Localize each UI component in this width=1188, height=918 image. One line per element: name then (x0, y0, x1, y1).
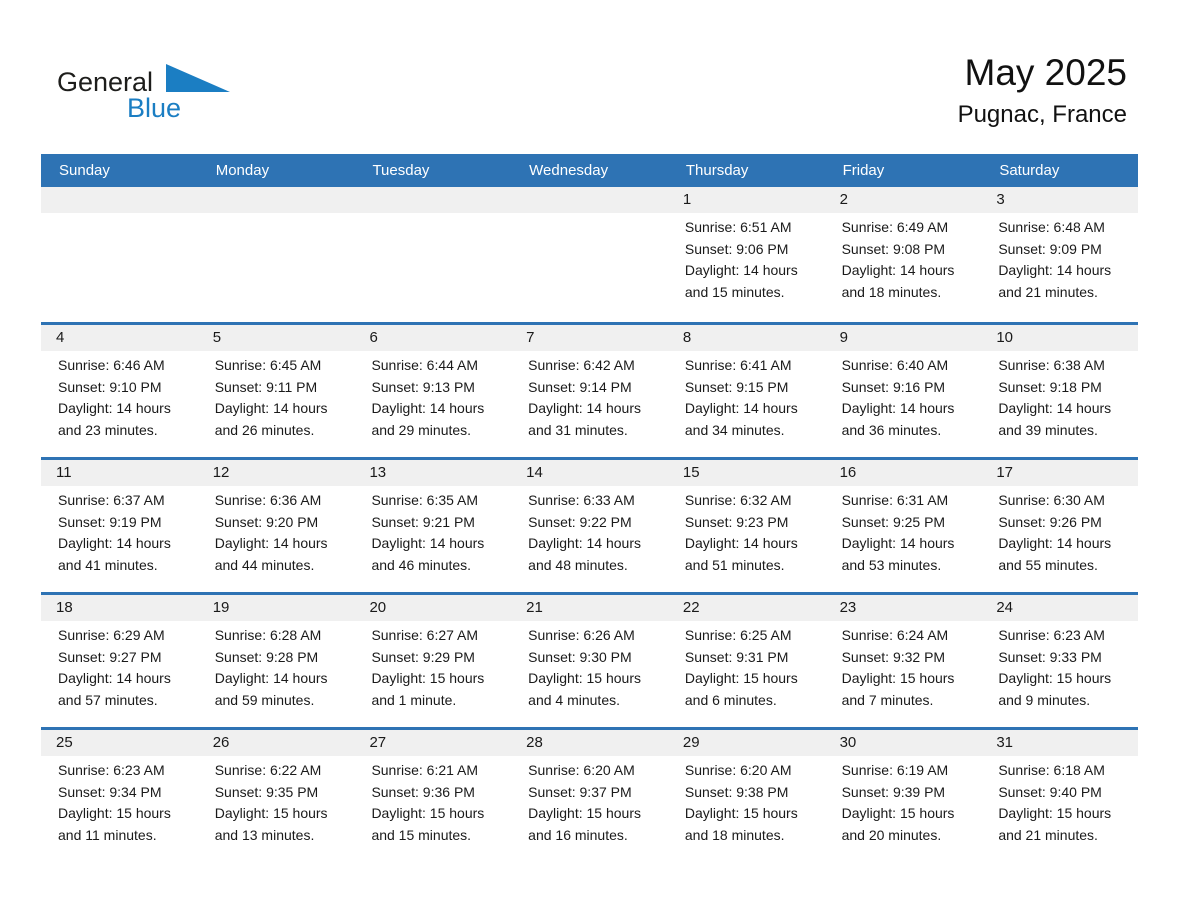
day-details (41, 486, 198, 576)
day-cell-19 (198, 595, 355, 727)
day-cell-20 (354, 595, 511, 727)
day-cell-22 (668, 595, 825, 727)
daylight-line-2: and 44 minutes. (214, 556, 315, 573)
daylight-line-1: Daylight: 14 hours (371, 535, 485, 551)
sunset-line: Sunset: 9:06 PM (684, 240, 789, 257)
day-number: 24 (981, 595, 1138, 621)
day-cell-25 (41, 730, 198, 862)
day-details (981, 756, 1138, 846)
day-number: 25 (41, 730, 198, 756)
daylight-line-1: Daylight: 14 hours (684, 262, 798, 278)
sunrise-line: Sunrise: 6:38 AM (998, 357, 1105, 373)
sunrise-line: Sunrise: 6:23 AM (998, 627, 1105, 643)
daylight-line-1: Daylight: 14 hours (841, 262, 955, 278)
day-cell-27 (354, 730, 511, 862)
day-details (511, 621, 668, 711)
daylight-line-2: and 21 minutes. (998, 283, 1098, 300)
daylight-line-1: Daylight: 15 hours (998, 670, 1112, 686)
day-cell-16 (825, 460, 982, 592)
sunrise-line: Sunrise: 6:21 AM (371, 762, 479, 778)
daylight-line-1: Daylight: 14 hours (841, 400, 955, 416)
day-details (41, 621, 198, 711)
day-details (981, 486, 1138, 576)
day-details (825, 213, 982, 303)
sunset-line: Sunset: 9:27 PM (58, 648, 162, 665)
sunset-line: Sunset: 9:20 PM (214, 513, 319, 530)
sunrise-line: Sunrise: 6:22 AM (214, 762, 322, 778)
day-number: 8 (668, 325, 825, 351)
week-row (41, 592, 1138, 727)
daylight-line-1: Daylight: 14 hours (58, 670, 171, 686)
sunrise-line: Sunrise: 6:19 AM (841, 762, 949, 778)
day-cell-8 (668, 325, 825, 457)
day-details (198, 621, 355, 711)
day-cell-29 (668, 730, 825, 862)
day-cell-empty (354, 187, 511, 322)
day-number: 22 (668, 595, 825, 621)
daylight-line-2: and 39 minutes. (998, 421, 1098, 438)
sunset-line: Sunset: 9:13 PM (371, 378, 475, 395)
sunset-line: Sunset: 9:28 PM (214, 648, 319, 665)
day-cell-21 (511, 595, 668, 727)
sunset-line: Sunset: 9:10 PM (58, 378, 162, 395)
daylight-line-1: Daylight: 14 hours (998, 400, 1112, 416)
weekday-header-row (41, 154, 1138, 187)
sunrise-line: Sunrise: 6:37 AM (58, 492, 165, 508)
sunrise-line: Sunrise: 6:49 AM (841, 219, 949, 235)
daylight-line-1: Daylight: 14 hours (58, 400, 171, 416)
day-number: 9 (825, 325, 982, 351)
daylight-line-1: Daylight: 14 hours (58, 535, 171, 551)
day-number: 1 (668, 187, 825, 213)
day-details (825, 351, 982, 441)
sunset-line: Sunset: 9:38 PM (684, 783, 789, 800)
day-number: 14 (511, 460, 668, 486)
day-number: 2 (825, 187, 982, 213)
day-details (668, 486, 825, 576)
daylight-line-2: and 7 minutes. (841, 691, 934, 708)
daylight-line-2: and 20 minutes. (841, 826, 942, 843)
sunset-line: Sunset: 9:36 PM (371, 783, 475, 800)
daylight-line-1: Daylight: 15 hours (528, 805, 641, 821)
day-cell-24 (981, 595, 1138, 727)
sunrise-line: Sunrise: 6:25 AM (684, 627, 792, 643)
day-number: 3 (981, 187, 1138, 213)
location-subtitle: Pugnac, France (957, 101, 1127, 128)
weekday-saturday: Saturday (999, 162, 1060, 179)
day-details (354, 756, 511, 846)
day-details (41, 756, 198, 846)
daylight-line-2: and 29 minutes. (371, 421, 472, 438)
daylight-line-1: Daylight: 14 hours (684, 400, 798, 416)
sunset-line: Sunset: 9:22 PM (528, 513, 632, 530)
daylight-line-1: Daylight: 15 hours (58, 805, 171, 821)
sunset-line: Sunset: 9:29 PM (371, 648, 475, 665)
daylight-line-2: and 53 minutes. (841, 556, 942, 573)
day-details (668, 351, 825, 441)
day-number (198, 187, 355, 213)
logo-word-blue: Blue (127, 93, 182, 123)
daylight-line-2: and 34 minutes. (684, 421, 785, 438)
day-details (981, 621, 1138, 711)
daylight-line-1: Daylight: 15 hours (371, 805, 485, 821)
daylight-line-2: and 26 minutes. (214, 421, 315, 438)
day-cell-13 (354, 460, 511, 592)
daylight-line-2: and 15 minutes. (371, 826, 472, 843)
sunset-line: Sunset: 9:35 PM (214, 783, 319, 800)
sunrise-line: Sunrise: 6:20 AM (528, 762, 635, 778)
week-row (41, 187, 1138, 322)
daylight-line-2: and 9 minutes. (998, 691, 1091, 708)
sunset-line: Sunset: 9:25 PM (841, 513, 946, 530)
day-details (198, 486, 355, 576)
daylight-line-2: and 55 minutes. (998, 556, 1098, 573)
sunrise-line: Sunrise: 6:42 AM (528, 357, 635, 373)
weekday-wednesday: Wednesday (529, 162, 609, 179)
day-details (511, 351, 668, 441)
day-cell-14 (511, 460, 668, 592)
day-cell-11 (41, 460, 198, 592)
daylight-line-1: Daylight: 14 hours (214, 535, 328, 551)
day-cell-12 (198, 460, 355, 592)
day-number: 16 (825, 460, 982, 486)
daylight-line-2: and 1 minute. (371, 691, 457, 708)
day-number: 15 (668, 460, 825, 486)
day-cell-3 (981, 187, 1138, 322)
daylight-line-1: Daylight: 15 hours (998, 805, 1112, 821)
general-blue-logo (57, 64, 277, 144)
sunrise-line: Sunrise: 6:20 AM (684, 762, 792, 778)
day-details (825, 756, 982, 846)
daylight-line-1: Daylight: 14 hours (684, 535, 798, 551)
sunrise-line: Sunrise: 6:45 AM (214, 357, 322, 373)
day-cell-5 (198, 325, 355, 457)
day-cell-17 (981, 460, 1138, 592)
sunset-line: Sunset: 9:37 PM (528, 783, 632, 800)
logo-word-general: General (57, 67, 154, 97)
sunrise-line: Sunrise: 6:31 AM (841, 492, 949, 508)
day-number: 30 (825, 730, 982, 756)
weekday-sunday: Sunday (59, 162, 110, 179)
week-row (41, 322, 1138, 457)
daylight-line-2: and 15 minutes. (684, 283, 785, 300)
daylight-line-1: Daylight: 14 hours (841, 535, 955, 551)
day-number: 18 (41, 595, 198, 621)
sunrise-line: Sunrise: 6:27 AM (371, 627, 479, 643)
daylight-line-1: Daylight: 15 hours (684, 670, 798, 686)
day-number: 23 (825, 595, 982, 621)
daylight-line-2: and 59 minutes. (214, 691, 315, 708)
day-cell-31 (981, 730, 1138, 862)
daylight-line-2: and 16 minutes. (528, 826, 628, 843)
sunset-line: Sunset: 9:16 PM (841, 378, 946, 395)
day-number: 28 (511, 730, 668, 756)
sunrise-line: Sunrise: 6:18 AM (998, 762, 1105, 778)
daylight-line-2: and 18 minutes. (684, 826, 785, 843)
sunrise-line: Sunrise: 6:41 AM (684, 357, 792, 373)
day-details (825, 621, 982, 711)
day-cell-1 (668, 187, 825, 322)
day-details (354, 486, 511, 576)
sunrise-line: Sunrise: 6:29 AM (58, 627, 165, 643)
day-details (511, 756, 668, 846)
sunrise-line: Sunrise: 6:36 AM (214, 492, 322, 508)
daylight-line-1: Daylight: 15 hours (214, 805, 328, 821)
weekday-monday: Monday (215, 162, 270, 179)
calendar-grid (41, 187, 1138, 862)
day-number: 29 (668, 730, 825, 756)
sunset-line: Sunset: 9:19 PM (58, 513, 162, 530)
logo-triangle-icon (166, 64, 230, 92)
day-number: 21 (511, 595, 668, 621)
daylight-line-2: and 13 minutes. (214, 826, 315, 843)
daylight-line-2: and 48 minutes. (528, 556, 628, 573)
day-cell-4 (41, 325, 198, 457)
daylight-line-2: and 11 minutes. (58, 826, 157, 843)
weekday-tuesday: Tuesday (372, 162, 430, 179)
day-cell-18 (41, 595, 198, 727)
sunrise-line: Sunrise: 6:51 AM (684, 219, 792, 235)
day-number: 20 (354, 595, 511, 621)
day-number: 6 (354, 325, 511, 351)
daylight-line-2: and 21 minutes. (998, 826, 1098, 843)
daylight-line-1: Daylight: 15 hours (371, 670, 485, 686)
day-cell-empty (511, 187, 668, 322)
week-row (41, 727, 1138, 862)
day-details (354, 351, 511, 441)
sunset-line: Sunset: 9:09 PM (998, 240, 1102, 257)
daylight-line-2: and 36 minutes. (841, 421, 942, 438)
day-number: 13 (354, 460, 511, 486)
title-block (958, 52, 1127, 129)
day-number: 17 (981, 460, 1138, 486)
sunset-line: Sunset: 9:08 PM (841, 240, 946, 257)
daylight-line-2: and 4 minutes. (528, 691, 620, 708)
day-number: 12 (198, 460, 355, 486)
daylight-line-1: Daylight: 14 hours (998, 535, 1112, 551)
sunset-line: Sunset: 9:32 PM (841, 648, 946, 665)
day-number: 31 (981, 730, 1138, 756)
daylight-line-2: and 57 minutes. (58, 691, 158, 708)
sunset-line: Sunset: 9:33 PM (998, 648, 1102, 665)
month-title: May 2025 (964, 52, 1127, 93)
day-number (41, 187, 198, 213)
day-details (825, 486, 982, 576)
day-cell-28 (511, 730, 668, 862)
weekday-thursday: Thursday (685, 162, 749, 179)
sunrise-line: Sunrise: 6:30 AM (998, 492, 1105, 508)
day-details (198, 756, 355, 846)
day-cell-10 (981, 325, 1138, 457)
day-number (354, 187, 511, 213)
day-number: 26 (198, 730, 355, 756)
daylight-line-1: Daylight: 15 hours (841, 670, 955, 686)
day-cell-15 (668, 460, 825, 592)
sunset-line: Sunset: 9:14 PM (528, 378, 632, 395)
sunrise-line: Sunrise: 6:33 AM (528, 492, 635, 508)
day-number: 19 (198, 595, 355, 621)
sunrise-line: Sunrise: 6:46 AM (58, 357, 165, 373)
day-cell-26 (198, 730, 355, 862)
day-details (198, 351, 355, 441)
day-details (354, 621, 511, 711)
sunrise-line: Sunrise: 6:24 AM (841, 627, 949, 643)
daylight-line-1: Daylight: 14 hours (214, 400, 328, 416)
day-cell-23 (825, 595, 982, 727)
sunrise-line: Sunrise: 6:35 AM (371, 492, 479, 508)
sunrise-line: Sunrise: 6:23 AM (58, 762, 165, 778)
daylight-line-1: Daylight: 15 hours (528, 670, 641, 686)
daylight-line-1: Daylight: 14 hours (528, 400, 641, 416)
sunset-line: Sunset: 9:15 PM (684, 378, 789, 395)
day-details (981, 213, 1138, 303)
daylight-line-2: and 41 minutes. (58, 556, 158, 573)
daylight-line-1: Daylight: 15 hours (841, 805, 955, 821)
sunset-line: Sunset: 9:26 PM (998, 513, 1102, 530)
day-cell-30 (825, 730, 982, 862)
day-number: 5 (198, 325, 355, 351)
sunset-line: Sunset: 9:23 PM (684, 513, 789, 530)
day-number: 10 (981, 325, 1138, 351)
sunset-line: Sunset: 9:39 PM (841, 783, 946, 800)
day-number: 4 (41, 325, 198, 351)
day-number: 11 (41, 460, 198, 486)
daylight-line-1: Daylight: 15 hours (684, 805, 798, 821)
day-number (511, 187, 668, 213)
daylight-line-1: Daylight: 14 hours (214, 670, 328, 686)
sunrise-line: Sunrise: 6:26 AM (528, 627, 635, 643)
day-number: 7 (511, 325, 668, 351)
weekday-friday: Friday (842, 162, 885, 179)
daylight-line-2: and 6 minutes. (684, 691, 777, 708)
day-cell-empty (198, 187, 355, 322)
sunset-line: Sunset: 9:34 PM (58, 783, 162, 800)
daylight-line-2: and 46 minutes. (371, 556, 472, 573)
sunset-line: Sunset: 9:11 PM (214, 378, 318, 395)
daylight-line-2: and 31 minutes. (528, 421, 628, 438)
day-cell-9 (825, 325, 982, 457)
daylight-line-2: and 51 minutes. (684, 556, 785, 573)
daylight-line-1: Daylight: 14 hours (528, 535, 641, 551)
sunrise-line: Sunrise: 6:28 AM (214, 627, 322, 643)
week-row (41, 457, 1138, 592)
sunset-line: Sunset: 9:18 PM (998, 378, 1102, 395)
sunset-line: Sunset: 9:40 PM (998, 783, 1102, 800)
daylight-line-2: and 23 minutes. (58, 421, 158, 438)
sunrise-line: Sunrise: 6:32 AM (684, 492, 792, 508)
sunset-line: Sunset: 9:21 PM (371, 513, 475, 530)
sunset-line: Sunset: 9:30 PM (528, 648, 632, 665)
day-details (41, 351, 198, 441)
sunrise-line: Sunrise: 6:48 AM (998, 219, 1105, 235)
day-number: 27 (354, 730, 511, 756)
daylight-line-1: Daylight: 14 hours (998, 262, 1112, 278)
day-cell-6 (354, 325, 511, 457)
day-cell-2 (825, 187, 982, 322)
sunrise-line: Sunrise: 6:40 AM (841, 357, 949, 373)
day-details (981, 351, 1138, 441)
day-details (668, 621, 825, 711)
daylight-line-1: Daylight: 14 hours (371, 400, 485, 416)
sunrise-line: Sunrise: 6:44 AM (371, 357, 479, 373)
day-details (668, 213, 825, 303)
day-details (511, 486, 668, 576)
day-cell-empty (41, 187, 198, 322)
daylight-line-2: and 18 minutes. (841, 283, 942, 300)
day-cell-7 (511, 325, 668, 457)
calendar-table (41, 154, 1138, 862)
day-details (668, 756, 825, 846)
sunset-line: Sunset: 9:31 PM (684, 648, 789, 665)
